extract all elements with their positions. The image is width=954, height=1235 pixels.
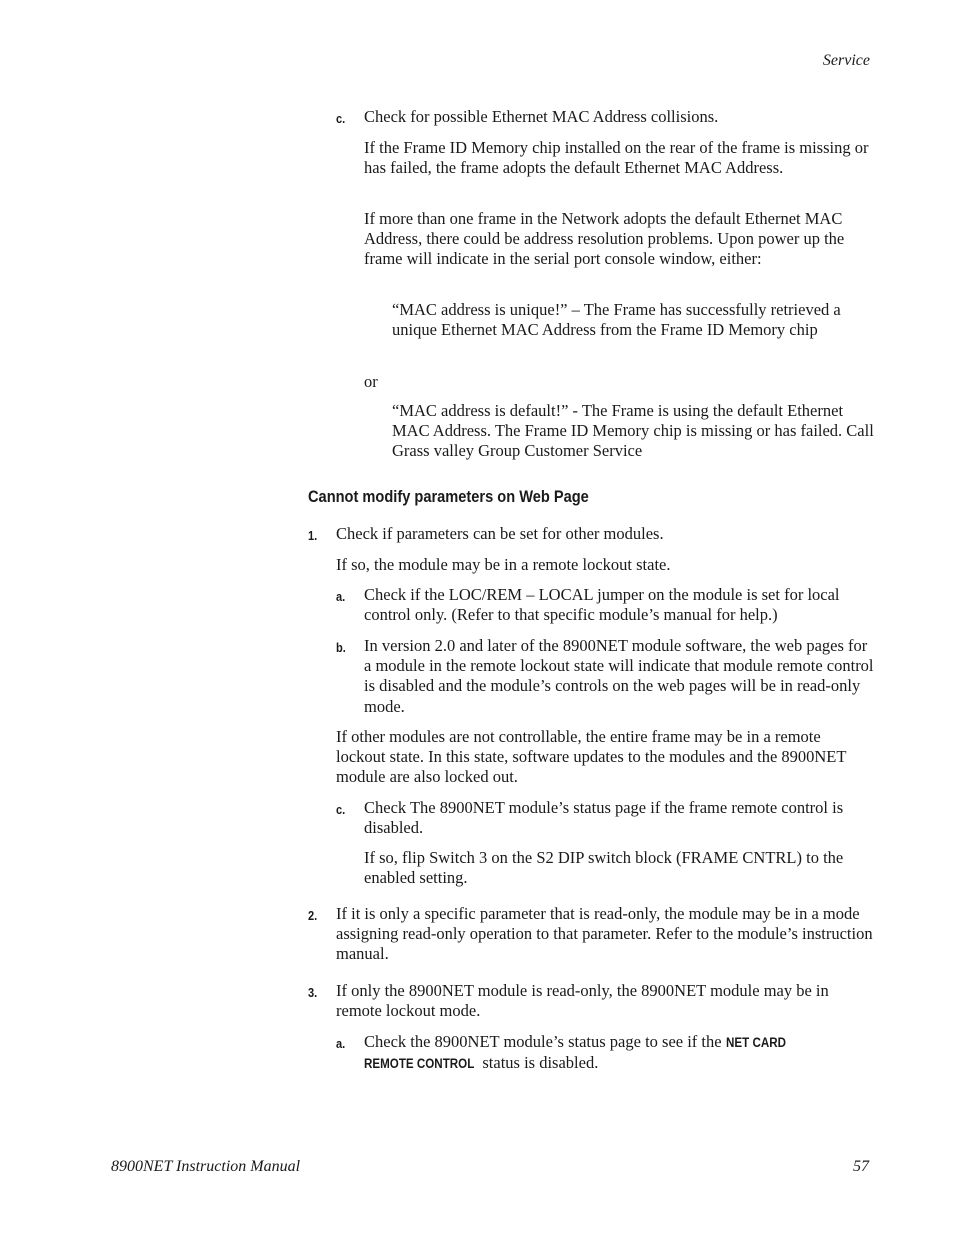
item-c-text: Check for possible Ethernet MAC Address collisions. [364,107,719,126]
step-2-number: 2. [308,908,318,923]
step-2-text: If it is only a specific parameter that is read-only, the module may be in a mode assigning read-only operation to that parameter. Refer to the module’s instruction manual. [336,904,873,964]
step-1-paragraph-2: If other modules are not controllable, the entire frame may be in a remote lockout state. In this state, software updates to the modules and the 8900NET module are also locked out. [336,727,847,787]
step-1c-label: c. [336,802,346,817]
step-1-number: 1. [308,528,318,543]
item-label-c: c. [336,111,346,126]
or-text: or [364,372,378,391]
step-1b-text: In version 2.0 and later of the 8900NET module software, the web pages for a module in the remote lockout state will indicate that module remote control is disabled and the module’s controls on the web pages will be in read-only mode. [364,636,874,716]
mac-paragraph-1: If the Frame ID Memory chip installed on the rear of the frame is missing or has failed, the frame adopts the default Ethernet MAC Address. [364,138,869,178]
step-1a-text: Check if the LOC/REM – LOCAL jumper on the module is set for local control only. (Refer to that specific module’s manual for help.) [364,585,840,625]
quote-default: “MAC address is default!” - The Frame is using the default Ethernet MAC Address. The Frame ID Memory chip is missing or has failed. Call Grass valley Group Customer Service [392,401,874,461]
step-3a-text [364,1032,844,1074]
step-1c-paragraph: If so, flip Switch 3 on the S2 DIP switch block (FRAME CNTRL) to the enabled setting. [364,848,844,888]
page-number: 57 [853,1158,869,1175]
ui-term-net-card: NET CARD [725,1035,786,1050]
step-3a-label: a. [336,1036,346,1051]
ui-term-remote-control: REMOTE CONTROL [364,1056,475,1072]
section-heading: Cannot modify parameters on Web Page [308,487,589,506]
step-1b-label: b. [336,640,346,655]
quote-unique: “MAC address is unique!” – The Frame has successfully retrieved a unique Ethernet MAC Address from the Frame ID Memory chip [392,300,841,340]
step-3a-text-after: status is disabled. [478,1053,599,1073]
step-1a-label: a. [336,589,346,604]
step-3a-text-before: Check the 8900NET module’s status page to see if the [364,1032,726,1051]
footer-manual-title: 8900NET Instruction Manual [111,1158,301,1175]
step-1c-text: Check The 8900NET module’s status page if the frame remote control is disabled. [364,798,844,838]
step-1-text: Check if parameters can be set for other modules. [336,524,664,543]
step-1-paragraph: If so, the module may be in a remote lockout state. [336,555,671,574]
running-header: Service [822,52,870,69]
step-3-number: 3. [308,985,318,1000]
mac-paragraph-2: If more than one frame in the Network adopts the default Ethernet MAC Address, there could be address resolution problems. Upon power up the frame will indicate in the serial port console window, either: [364,209,845,269]
step-3-text: If only the 8900NET module is read-only, the 8900NET module may be in remote lockout mode. [336,981,829,1021]
